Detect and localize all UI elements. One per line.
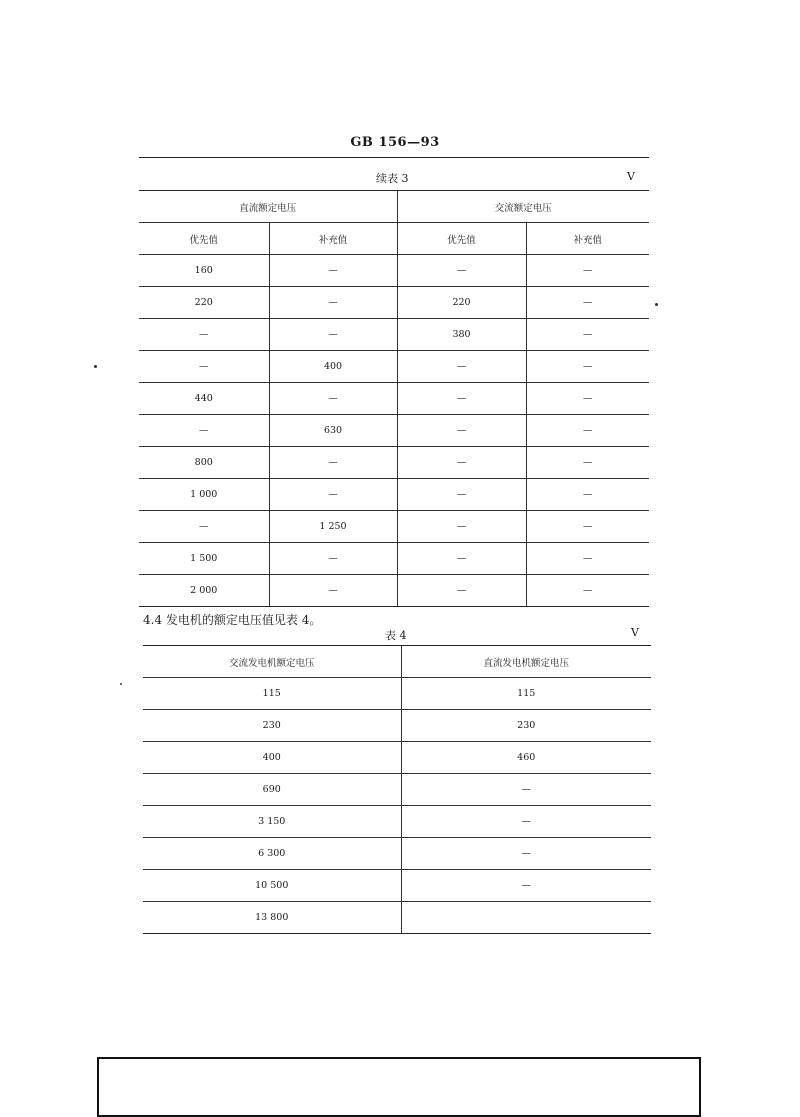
- table3-group-header-row: [139, 191, 649, 223]
- table4-row: [143, 806, 651, 838]
- table3-cell: —: [269, 319, 397, 351]
- table3-cell: —: [526, 319, 649, 351]
- table3-cell: 1 000: [139, 479, 269, 511]
- table3-cell: 1 500: [139, 543, 269, 575]
- table4-row: [143, 902, 651, 934]
- table4-cell: 230: [143, 710, 401, 742]
- table4-cell: 115: [401, 678, 651, 710]
- table4-cell: —: [401, 838, 651, 870]
- table4-row: [143, 774, 651, 806]
- table4-header-ac: 交流发电机额定电压: [143, 646, 401, 678]
- table3-row: [139, 415, 649, 447]
- table3-sub-header: 优先值: [397, 223, 526, 255]
- table4-header-dc: 直流发电机额定电压: [401, 646, 651, 678]
- table3-row: [139, 255, 649, 287]
- table3-cell: 380: [397, 319, 526, 351]
- scan-speck: [94, 365, 97, 368]
- table4: [143, 645, 651, 934]
- table3-row: [139, 383, 649, 415]
- table3-cell: 400: [269, 351, 397, 383]
- table3-cell: —: [526, 415, 649, 447]
- table3-sub-header: 补充值: [526, 223, 649, 255]
- table3-cell: —: [397, 351, 526, 383]
- header-rule: [139, 157, 649, 158]
- scan-speck: [120, 683, 122, 685]
- table3-unit: V: [627, 170, 635, 183]
- table3-cell: 160: [139, 255, 269, 287]
- table3-cell: —: [397, 383, 526, 415]
- table3-cell: —: [526, 383, 649, 415]
- clause-4-4: 4.4 发电机的额定电压值见表 4。: [143, 613, 322, 627]
- table3-row: [139, 447, 649, 479]
- table3-cell: —: [526, 255, 649, 287]
- table3-cell: 220: [139, 287, 269, 319]
- table4-row: [143, 678, 651, 710]
- table4-caption: 表 4: [385, 629, 407, 642]
- table4-cell: [401, 902, 651, 934]
- table3-cell: —: [139, 415, 269, 447]
- table4-cell: 6 300: [143, 838, 401, 870]
- table4-cell: 13 800: [143, 902, 401, 934]
- table4-row: [143, 870, 651, 902]
- table3-cell: —: [526, 447, 649, 479]
- table3-cell: —: [269, 479, 397, 511]
- table3-cell: 800: [139, 447, 269, 479]
- table3-cell: —: [526, 479, 649, 511]
- table3-row: [139, 287, 649, 319]
- table3-cell: —: [269, 383, 397, 415]
- table4-cell: 460: [401, 742, 651, 774]
- table3-row: [139, 575, 649, 607]
- table3-cell: —: [269, 255, 397, 287]
- table3-sub-header-row: [139, 223, 649, 255]
- table3-cell: —: [397, 415, 526, 447]
- table3-cell: —: [269, 543, 397, 575]
- table3-row: [139, 511, 649, 543]
- table3-cell: —: [139, 511, 269, 543]
- table3-cell: —: [397, 447, 526, 479]
- table3: [139, 190, 649, 607]
- table3-dc-group-header: 直流额定电压: [139, 191, 397, 223]
- table3-cell: 220: [397, 287, 526, 319]
- standard-code-header: GB 156—93: [350, 135, 440, 150]
- table3-cell: 630: [269, 415, 397, 447]
- table4-row: [143, 710, 651, 742]
- table4-cell: —: [401, 870, 651, 902]
- table3-cell: —: [269, 575, 397, 607]
- table3-cell: —: [397, 511, 526, 543]
- table3-cell: —: [397, 255, 526, 287]
- table4-cell: 10 500: [143, 870, 401, 902]
- table4-row: [143, 742, 651, 774]
- table4-cell: 3 150: [143, 806, 401, 838]
- table3-cell: —: [526, 351, 649, 383]
- table3-cell: —: [397, 479, 526, 511]
- table4-cell: 115: [143, 678, 401, 710]
- table3-sub-header: 优先值: [139, 223, 269, 255]
- table4-cell: —: [401, 806, 651, 838]
- table3-row: [139, 543, 649, 575]
- table3-cell: —: [269, 287, 397, 319]
- table4-unit: V: [631, 626, 639, 639]
- table3-cell: —: [526, 511, 649, 543]
- table4-cell: 230: [401, 710, 651, 742]
- table4-cell: 690: [143, 774, 401, 806]
- table3-cell: —: [526, 575, 649, 607]
- table3-cell: 1 250: [269, 511, 397, 543]
- table4-cell: 400: [143, 742, 401, 774]
- table3-row: [139, 351, 649, 383]
- table3-caption: 续表 3: [376, 172, 409, 185]
- bottom-frame: [97, 1057, 701, 1117]
- table4-cell: —: [401, 774, 651, 806]
- table3-cell: —: [139, 351, 269, 383]
- table3-sub-header: 补充值: [269, 223, 397, 255]
- table3-cell: —: [269, 447, 397, 479]
- table3-cell: 440: [139, 383, 269, 415]
- table4-header-row: [143, 646, 651, 678]
- table3-row: [139, 479, 649, 511]
- table3-cell: —: [397, 543, 526, 575]
- table3-cell: —: [526, 543, 649, 575]
- table3-cell: —: [397, 575, 526, 607]
- table3-cell: —: [526, 287, 649, 319]
- table3-row: [139, 319, 649, 351]
- scan-speck: [655, 303, 658, 306]
- table3-cell: 2 000: [139, 575, 269, 607]
- table3-cell: —: [139, 319, 269, 351]
- table3-ac-group-header: 交流额定电压: [397, 191, 649, 223]
- table4-row: [143, 838, 651, 870]
